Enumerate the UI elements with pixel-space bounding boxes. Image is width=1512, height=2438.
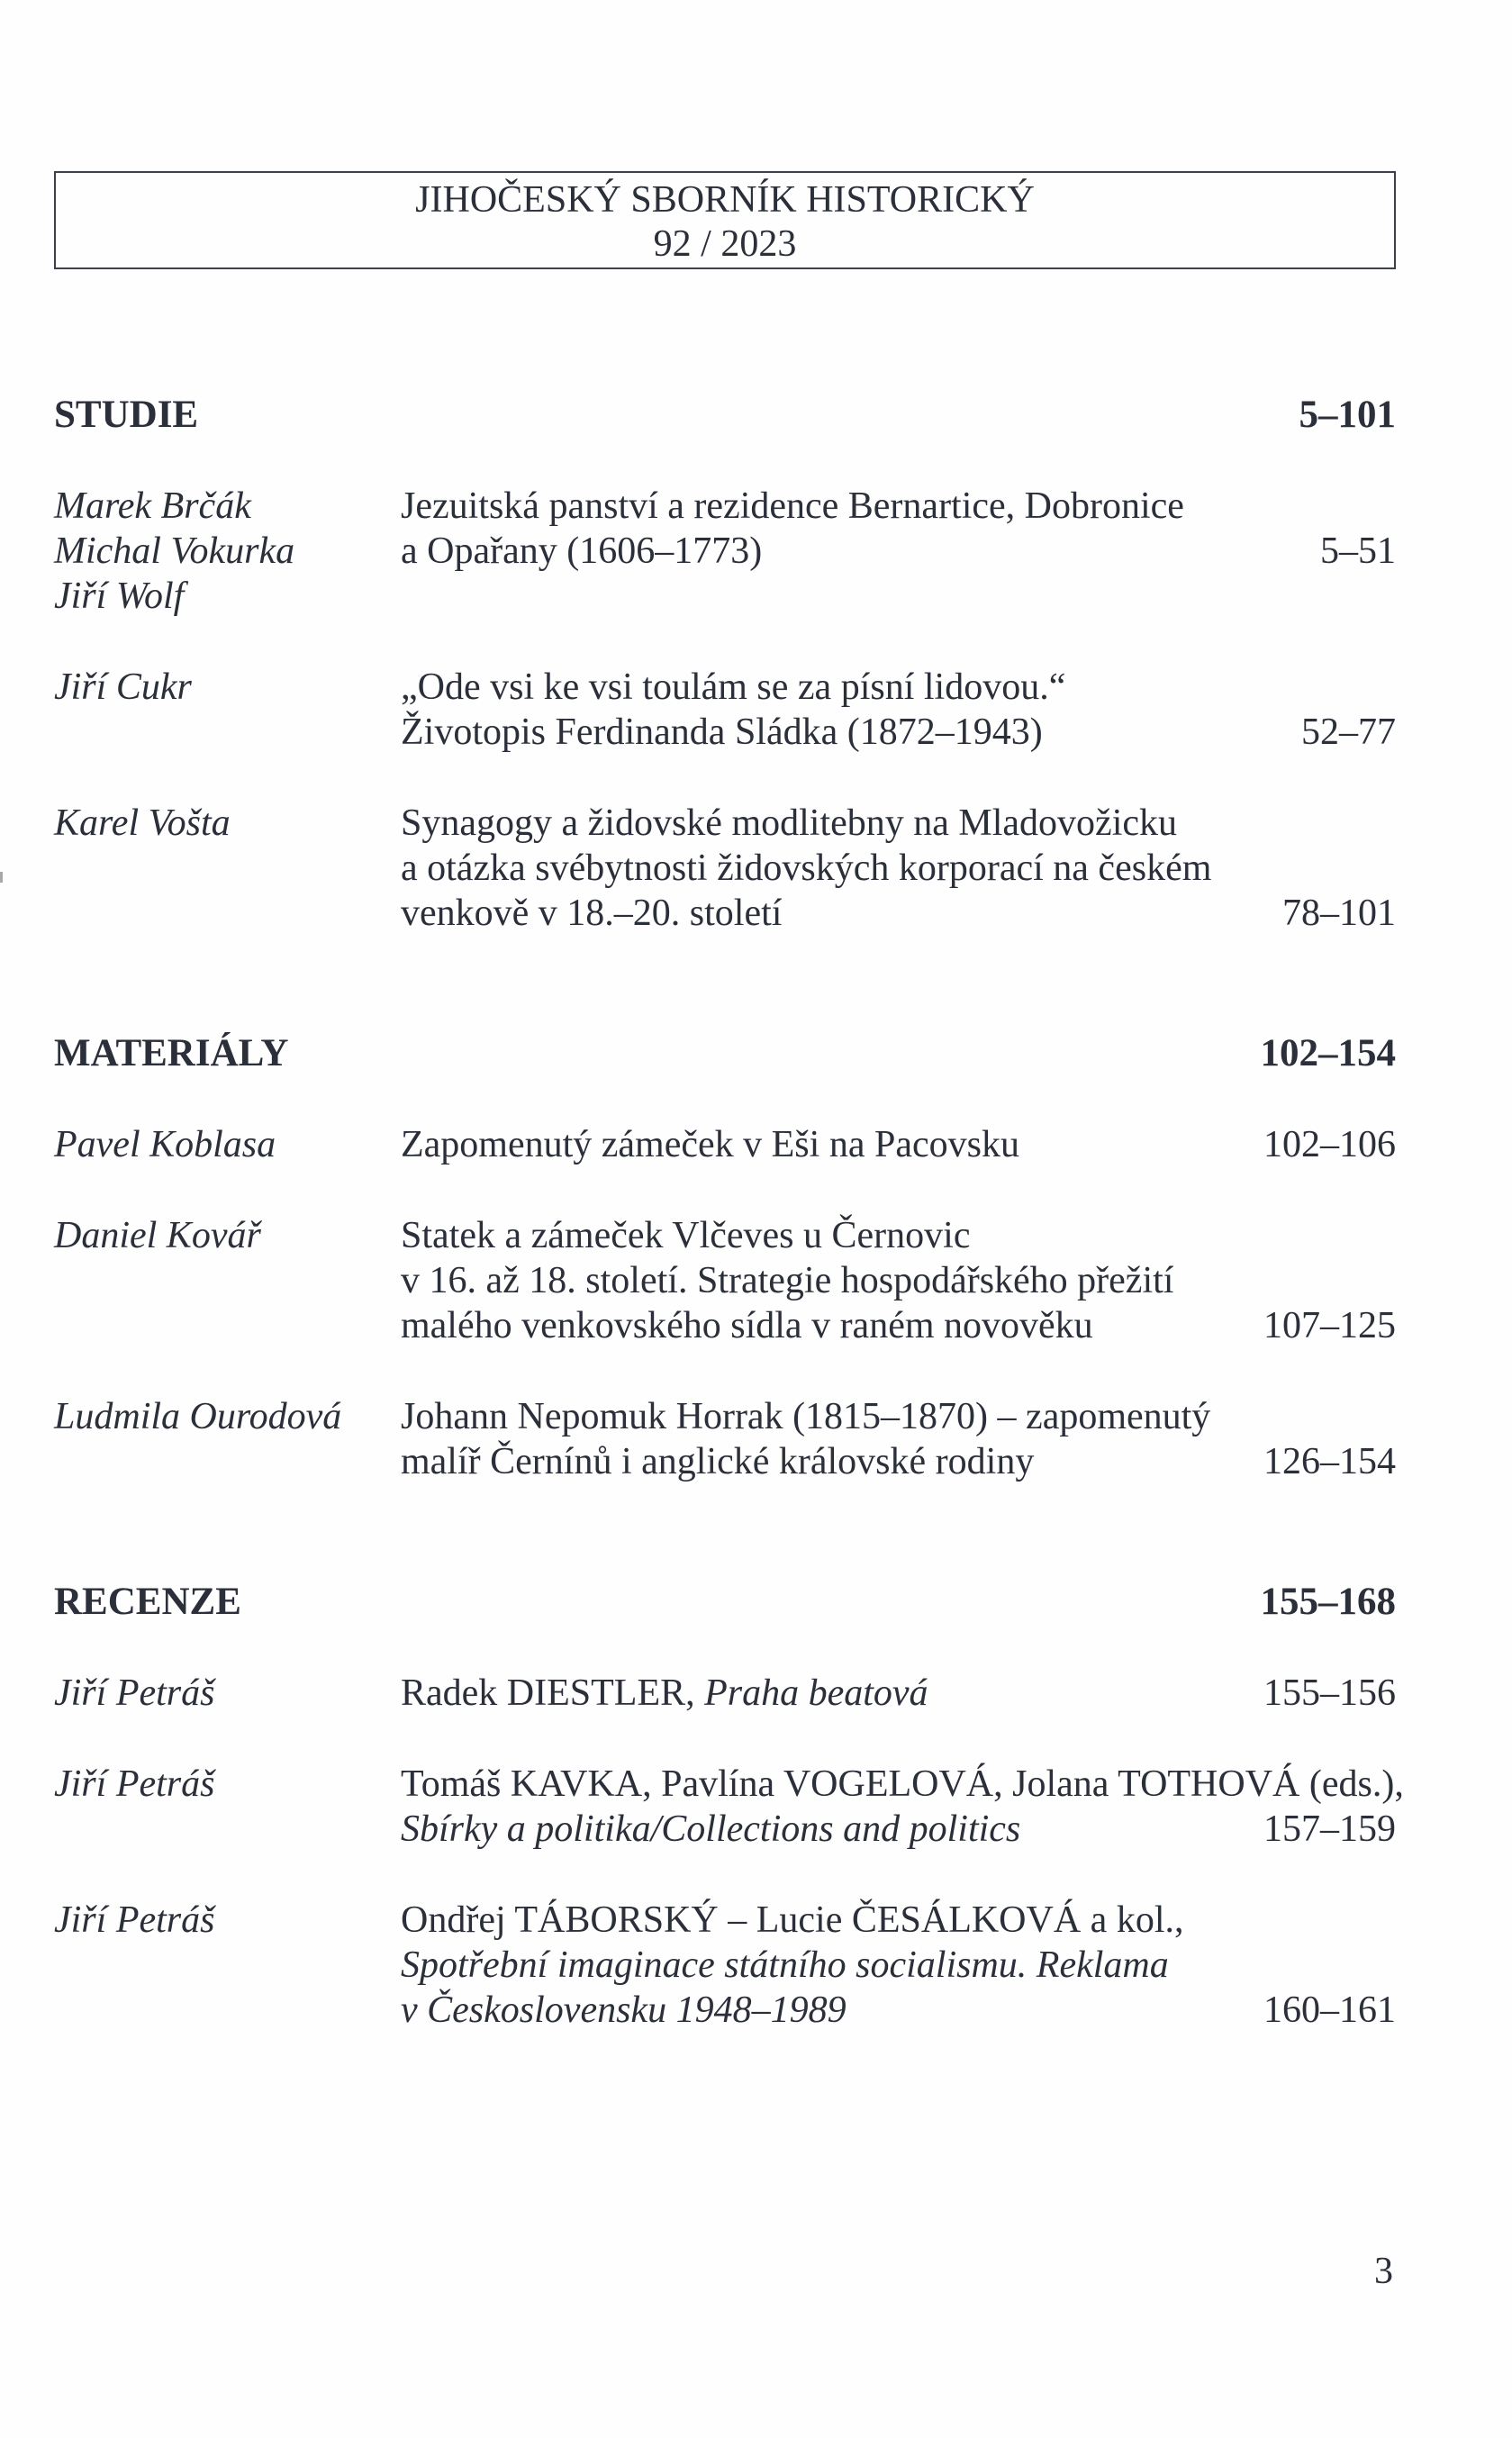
title-line bbox=[401, 665, 1396, 710]
entry-title bbox=[401, 665, 1396, 755]
toc-entry bbox=[54, 1898, 1396, 2033]
section-heading bbox=[54, 1580, 1396, 1625]
title-segment: a Opařany (1606–1773) bbox=[401, 530, 763, 572]
title-line bbox=[401, 1439, 1396, 1484]
title-line bbox=[401, 1394, 1396, 1439]
section-page-range: 102–154 bbox=[1260, 1032, 1396, 1074]
title-segment: malíř Černínů i anglické královské rodiny bbox=[401, 1441, 1035, 1482]
entry-authors bbox=[54, 484, 401, 619]
toc-entry bbox=[54, 1213, 1396, 1348]
toc-entry bbox=[54, 1762, 1404, 1852]
author-name: Jiří Cukr bbox=[54, 666, 192, 708]
title-segment: Životopis Ferdinanda Sládka (1872–1943) bbox=[401, 711, 1043, 753]
toc-entry bbox=[54, 484, 1396, 619]
title-segment: venkově v 18.–20. století bbox=[401, 893, 783, 934]
section-heading bbox=[54, 393, 1396, 438]
entry-page-range: 107–125 bbox=[1263, 1305, 1396, 1346]
title-segment: Jezuitská panství a rezidence Bernartice, Dobronice bbox=[401, 485, 1184, 527]
entry-title bbox=[401, 1394, 1396, 1484]
title-line bbox=[401, 1671, 1396, 1716]
title-line bbox=[401, 1988, 1396, 2033]
author-name: Jiří Petráš bbox=[54, 1763, 215, 1805]
author-name: Daniel Kovář bbox=[54, 1215, 261, 1256]
section-heading bbox=[54, 1031, 1396, 1076]
entry-authors bbox=[54, 1671, 401, 1716]
entry-authors bbox=[54, 1898, 401, 1943]
title-line bbox=[401, 529, 1396, 574]
title-line bbox=[401, 1898, 1396, 1943]
section-title: STUDIE bbox=[54, 394, 199, 436]
title-line bbox=[401, 484, 1396, 529]
title-line bbox=[401, 710, 1396, 755]
author-name: Jiří Petráš bbox=[54, 1672, 215, 1714]
title-segment-italic: Praha beatová bbox=[704, 1672, 928, 1714]
section-title: RECENZE bbox=[54, 1581, 241, 1623]
author-name: Ludmila Ourodová bbox=[54, 1396, 342, 1437]
entry-title bbox=[401, 1898, 1396, 2033]
title-line bbox=[401, 891, 1396, 936]
entry-page-range: 157–159 bbox=[1263, 1808, 1396, 1850]
title-line bbox=[401, 1258, 1396, 1303]
title-line bbox=[401, 1762, 1404, 1807]
title-segment-italic: Spotřební imaginace státního socialismu. Reklama bbox=[401, 1944, 1169, 1986]
toc-section bbox=[54, 1031, 1396, 1484]
title-segment-italic: Sbírky a politika/Collections and politics bbox=[401, 1808, 1021, 1850]
title-segment: Radek DIESTLER, bbox=[401, 1672, 705, 1714]
title-segment: a otázka svébytnosti židovských korporací na českém bbox=[401, 847, 1212, 889]
author-name: Marek Brčák bbox=[54, 485, 251, 527]
title-segment: Synagogy a židovské modlitebny na Mladovožicku bbox=[401, 802, 1178, 844]
title-line bbox=[401, 1303, 1396, 1348]
title-segment: Tomáš KAVKA, Pavlína VOGELOVÁ, Jolana TOTHOVÁ (eds.), bbox=[401, 1763, 1404, 1805]
title-segment: Statek a zámeček Vlčeves u Černovic bbox=[401, 1215, 971, 1256]
title-segment: Zapomenutý zámeček v Eši na Pacovsku bbox=[401, 1124, 1019, 1165]
sections-container bbox=[54, 393, 1404, 2033]
page-number: 3 bbox=[1374, 2251, 1393, 2292]
toc-entry bbox=[54, 1671, 1396, 1716]
title-segment: malého venkovského sídla v raném novověku bbox=[401, 1305, 1093, 1346]
entry-page-range: 102–106 bbox=[1263, 1124, 1396, 1165]
title-line bbox=[401, 801, 1396, 846]
entry-title bbox=[401, 484, 1396, 574]
title-line bbox=[401, 1213, 1396, 1258]
entry-authors bbox=[54, 665, 401, 710]
entry-page-range: 78–101 bbox=[1282, 893, 1396, 934]
entry-page-range: 155–156 bbox=[1263, 1672, 1396, 1714]
title-segment: Johann Nepomuk Horrak (1815–1870) – zapomenutý bbox=[401, 1396, 1211, 1437]
toc-section bbox=[54, 393, 1396, 936]
entry-title bbox=[401, 1671, 1396, 1716]
title-line bbox=[401, 846, 1396, 891]
entry-authors bbox=[54, 1213, 401, 1258]
toc-entry bbox=[54, 801, 1396, 936]
entry-authors bbox=[54, 1122, 401, 1167]
entry-title bbox=[401, 1762, 1404, 1852]
author-name: Karel Vošta bbox=[54, 802, 231, 844]
title-segment: v 16. až 18. století. Strategie hospodářského přežití bbox=[401, 1260, 1174, 1301]
author-name: Pavel Koblasa bbox=[54, 1124, 276, 1165]
entry-page-range: 160–161 bbox=[1263, 1989, 1396, 2031]
section-page-range: 5–101 bbox=[1299, 394, 1396, 436]
title-line bbox=[401, 1943, 1396, 1988]
entry-page-range: 5–51 bbox=[1320, 530, 1396, 572]
entry-authors bbox=[54, 1762, 401, 1807]
journal-header-box bbox=[54, 171, 1396, 269]
entry-authors bbox=[54, 801, 401, 846]
entry-authors bbox=[54, 1394, 401, 1439]
title-segment: „Ode vsi ke vsi toulám se za písní lidovou.“ bbox=[401, 666, 1066, 708]
entry-title bbox=[401, 801, 1396, 936]
title-segment-italic: v Československu 1948–1989 bbox=[401, 1989, 847, 2031]
section-title: MATERIÁLY bbox=[54, 1032, 289, 1074]
journal-issue: 92 / 2023 bbox=[653, 223, 797, 265]
journal-title: JIHOČESKÝ SBORNÍK HISTORICKÝ bbox=[415, 179, 1035, 221]
entry-title bbox=[401, 1213, 1396, 1348]
scan-artifact bbox=[0, 872, 3, 883]
toc-section bbox=[54, 1580, 1404, 2033]
author-name: Jiří Wolf bbox=[54, 576, 185, 617]
table-of-contents bbox=[54, 171, 1404, 2033]
title-segment: Ondřej TÁBORSKÝ – Lucie ČESÁLKOVÁ a kol., bbox=[401, 1899, 1184, 1941]
toc-entry bbox=[54, 1394, 1396, 1484]
title-line bbox=[401, 1122, 1396, 1167]
toc-entry bbox=[54, 665, 1396, 755]
entry-page-range: 126–154 bbox=[1263, 1441, 1396, 1482]
author-name: Jiří Petráš bbox=[54, 1899, 215, 1941]
entry-title bbox=[401, 1122, 1396, 1167]
author-name: Michal Vokurka bbox=[54, 530, 295, 572]
section-page-range: 155–168 bbox=[1260, 1581, 1396, 1623]
title-line bbox=[401, 1807, 1396, 1852]
toc-entry bbox=[54, 1122, 1396, 1167]
entry-page-range: 52–77 bbox=[1301, 711, 1396, 753]
